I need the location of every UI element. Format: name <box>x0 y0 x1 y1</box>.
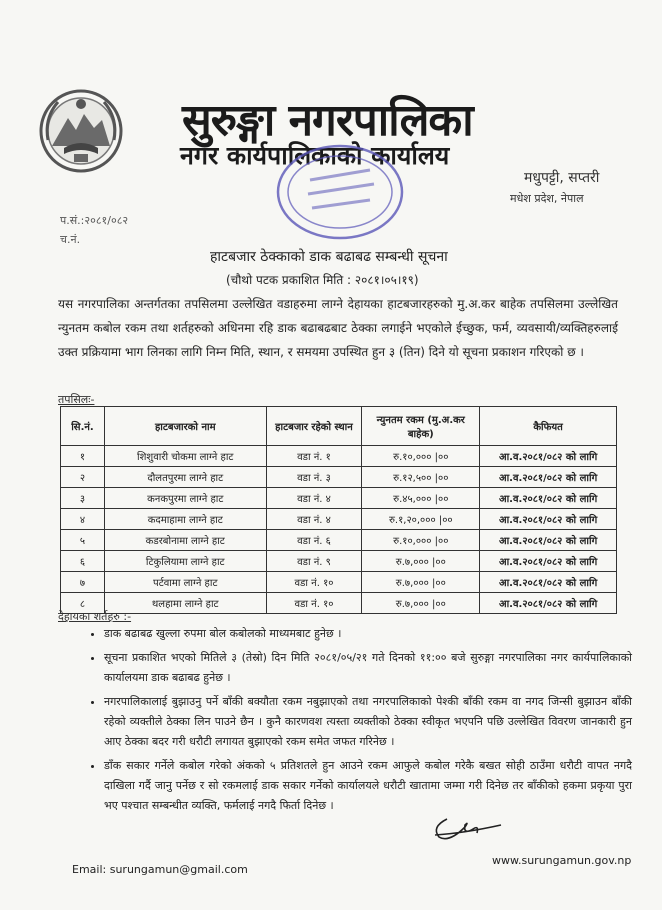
list-item: • डाँक सकार गर्नेले कबोल गरेको अंकको ५ प्रतिशतले हुन आउने रकम आफुले कबोल गरेकै बखत सोही ठाउँमा धरौटी वापत नगदै दाखिला गर्दै जानु पर्नेछ र सो रकमलाई डाक सकार गर्नेको कार्यालयले धरौटी खातामा जम्मा गरी दिनेछ तर बाँकीको हकमा प्रकृया पुरा भए पश्चात सम्बन्धीत व्यक्ति, फर्मलाई नगदै फिर्ता दिनेछ । <box>104 756 632 816</box>
cell-remarks: आ.व.२०८१/०८२ को लागि <box>480 530 617 551</box>
footer-email: Email: surungamun@gmail.com <box>72 863 248 876</box>
notice-body: यस नगरपालिका अन्तर्गतका तपसिलमा उल्लेखित वडाहरुमा लाग्ने देहायका हाटबजारहरुको मु.अ.कर बाहेक तपसिलमा उल्लेखित न्युनतम कबोल रकम तथा शर्तहरुको अधिनमा रहि डाक बढाबढबाट ठेक्का लगाईने भएकोले ईच्छुक, फर्म, व्यवसायी/व्यक्तिहरुलाई उक्त प्रक्रियामा भाग लिनका लागि निम्न मिति, स्थान, र समयमा उपस्थित हुन ३ (तिन) दिने यो सूचना प्रकाशन गरिएको छ । <box>58 297 618 359</box>
cell-bazaar-name: कनकपुरमा लाग्ने हाट <box>104 488 266 509</box>
table-row <box>61 488 617 509</box>
cell-serial: ८ <box>61 593 105 614</box>
cell-amount: रु.१०,००० |०० <box>362 446 480 467</box>
cell-location: वडा नं. ४ <box>266 488 362 509</box>
cell-serial: ७ <box>61 572 105 593</box>
cell-location: वडा नं. ९ <box>266 551 362 572</box>
details-label: तपसिलः- <box>58 393 95 406</box>
header-remarks: कैफियत <box>480 407 617 446</box>
cell-remarks: आ.व.२०८१/०८२ को लागि <box>480 467 617 488</box>
cell-amount: रु.७,००० |०० <box>362 593 480 614</box>
cell-amount: रु.४५,००० |०० <box>362 488 480 509</box>
cell-serial: ५ <box>61 530 105 551</box>
cell-serial: २ <box>61 467 105 488</box>
cell-location: वडा नं. १० <box>266 593 362 614</box>
cell-bazaar-name: पर्टवामा लाग्ने हाट <box>104 572 266 593</box>
table-row <box>61 572 617 593</box>
cell-remarks: आ.व.२०८१/०८२ को लागि <box>480 488 617 509</box>
header-minimum-amount: न्युनतम रकम (मु.अ.कर बाहेक) <box>362 407 480 446</box>
address-line-1: मधुपट्टी, सप्तरी <box>524 170 600 186</box>
footer-website: www.surungamun.gov.np <box>492 854 632 867</box>
table-row <box>61 509 617 530</box>
cell-serial: १ <box>61 446 105 467</box>
header-location: हाटबजार रहेको स्थान <box>266 407 362 446</box>
header-serial: सि.नं. <box>61 407 105 446</box>
cell-bazaar-name: कदमाहामा लाग्ने हाट <box>104 509 266 530</box>
hat-bazaar-table <box>60 406 617 614</box>
cell-location: वडा नं. ६ <box>266 530 362 551</box>
office-stamp <box>270 140 410 245</box>
signature <box>425 805 505 845</box>
organization-name: सुरुङ्गा नगरपालिका <box>182 95 473 146</box>
cell-location: वडा नं. ४ <box>266 509 362 530</box>
letter-number: प.सं.:२०८१/०८२ <box>60 214 129 227</box>
cell-amount: रु.१,२०,००० |०० <box>362 509 480 530</box>
cell-bazaar-name: टिकुलियामा लाग्ने हाट <box>104 551 266 572</box>
notice-subtitle: (चौथो पटक प्रकाशित मिति : २०८१।०५।१९) <box>226 273 419 287</box>
cell-serial: ६ <box>61 551 105 572</box>
table-row <box>61 446 617 467</box>
cell-remarks: आ.व.२०८१/०८२ को लागि <box>480 509 617 530</box>
dispatch-number: च.नं. <box>60 233 81 246</box>
terms-label: देहायका शर्तहरु :- <box>58 610 132 623</box>
terms-list <box>88 624 632 820</box>
cell-remarks: आ.व.२०८१/०८२ को लागि <box>480 446 617 467</box>
table-row <box>61 530 617 551</box>
list-item: • सूचना प्रकाशित भएको मितिले ३ (तेस्रो) दिन मिति २०८१/०५/२१ गते दिनको ११:०० बजे सुरुङ्गा नगरपालिका नगर कार्यपालिकाको कार्यालयमा डाक बढाबढ हुनेछ । <box>104 648 632 688</box>
cell-bazaar-name: दौलतपुरमा लाग्ने हाट <box>104 467 266 488</box>
list-item: • डाक बढाबढ खुल्ला रुपमा बोल कबोलको माध्यमबाट हुनेछ । <box>104 624 632 644</box>
cell-bazaar-name: कडरबोनामा लाग्ने हाट <box>104 530 266 551</box>
table-header-row <box>61 407 617 446</box>
cell-location: वडा नं. ३ <box>266 467 362 488</box>
cell-serial: ४ <box>61 509 105 530</box>
table-row <box>61 551 617 572</box>
address-line-2: मधेश प्रदेश, नेपाल <box>510 192 584 205</box>
header-bazaar-name: हाटबजारको नाम <box>104 407 266 446</box>
nepal-emblem-logo <box>38 88 124 174</box>
table-row <box>61 467 617 488</box>
cell-amount: रु.१२,५०० |०० <box>362 467 480 488</box>
cell-amount: रु.१०,००० |०० <box>362 530 480 551</box>
cell-remarks: आ.व.२०८१/०८२ को लागि <box>480 551 617 572</box>
cell-location: वडा नं. १० <box>266 572 362 593</box>
notice-title: हाटबजार ठेक्काको डाक बढाबढ सम्बन्धी सूचना <box>210 249 448 265</box>
cell-bazaar-name: थलहामा लाग्ने हाट <box>104 593 266 614</box>
cell-amount: रु.७,००० |०० <box>362 551 480 572</box>
cell-remarks: आ.व.२०८१/०८२ को लागि <box>480 572 617 593</box>
cell-remarks: आ.व.२०८१/०८२ को लागि <box>480 593 617 614</box>
cell-location: वडा नं. १ <box>266 446 362 467</box>
cell-amount: रु.७,००० |०० <box>362 572 480 593</box>
office-name: नगर कार्यपालिकाको कार्यालय <box>180 141 450 170</box>
cell-bazaar-name: शिशुवारी चोकमा लाग्ने हाट <box>104 446 266 467</box>
cell-serial: ३ <box>61 488 105 509</box>
table-row <box>61 593 617 614</box>
list-item: • नगरपालिकालाई बुझाउनु पर्ने बाँकी बक्यौता रकम नबुझाएको तथा नगरपालिकाको पेश्की बाँकी रकम वा नगद जिन्सी बुझाउन बाँकी रहेको व्यक्तीले ठेक्का लिन पाउने छैन । कुनै कारणवश त्यस्ता व्यक्तीको ठेक्का स्वीकृत भएपनि पछि उल्लेखित विवरण जानकारी हुन आए ठेक्का बदर गरी धरौटी लगायत बुझाएको रकम समेत जफत गरिनेछ । <box>104 692 632 752</box>
